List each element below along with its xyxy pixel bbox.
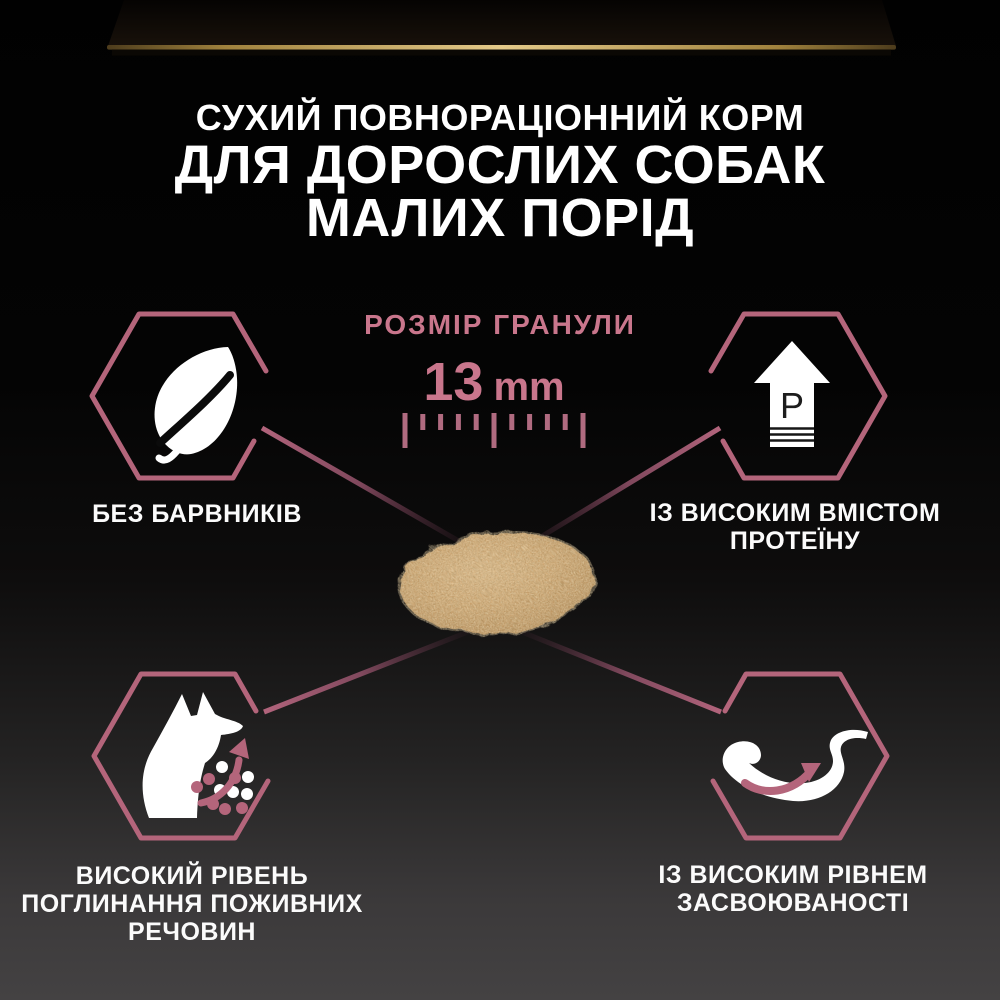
headline-line1: СУХИЙ ПОВНОРАЦІОННИЙ КОРМ [195,97,805,138]
feature-label-line: ІЗ ВИСОКИМ ВМІСТОМ [649,499,941,527]
feature-label-line: ВИСОКИЙ РІВЕНЬ [75,862,309,890]
feature-label-line: ПРОТЕЇНУ [729,527,861,555]
feature-label-line: ПОГЛИНАННЯ ПОЖИВНИХ [21,890,363,918]
package-top-edge [107,0,896,56]
feature-label-line: БЕЗ БАРВНИКІВ [92,500,302,528]
feature-label-line: ІЗ ВИСОКИМ РІВНЕМ [658,861,928,889]
ruler [405,413,583,448]
feature-label-no-colorants [92,500,302,528]
connector-bottom-left [264,628,478,712]
digestion-icon [723,730,868,801]
feature-label-line: ЗАСВОЮВАНОСТІ [676,889,910,917]
dog-head-icon [143,692,254,818]
connector-bottom-right [512,628,721,712]
connector-top-left [262,428,478,552]
protein-letter: P [779,385,805,426]
feature-label-line: РЕЧОВИН [128,918,256,946]
kibble-photo [388,519,608,650]
granule-size-number: 13 [423,352,484,412]
feature-label-nutrient-absorption [21,862,363,946]
granule-size-unit: mm [493,365,565,409]
headline-line3: МАЛИХ ПОРІД [305,188,695,248]
feature-label-high-digestibility [658,861,927,917]
granule-size-title: РОЗМІР ГРАНУЛИ [364,309,636,340]
granule-size-value [0,351,988,413]
gold-trim-line [107,45,896,50]
feature-label-high-protein [650,499,941,555]
headline-line2: ДЛЯ ДОРОСЛИХ СОБАК [174,135,826,195]
